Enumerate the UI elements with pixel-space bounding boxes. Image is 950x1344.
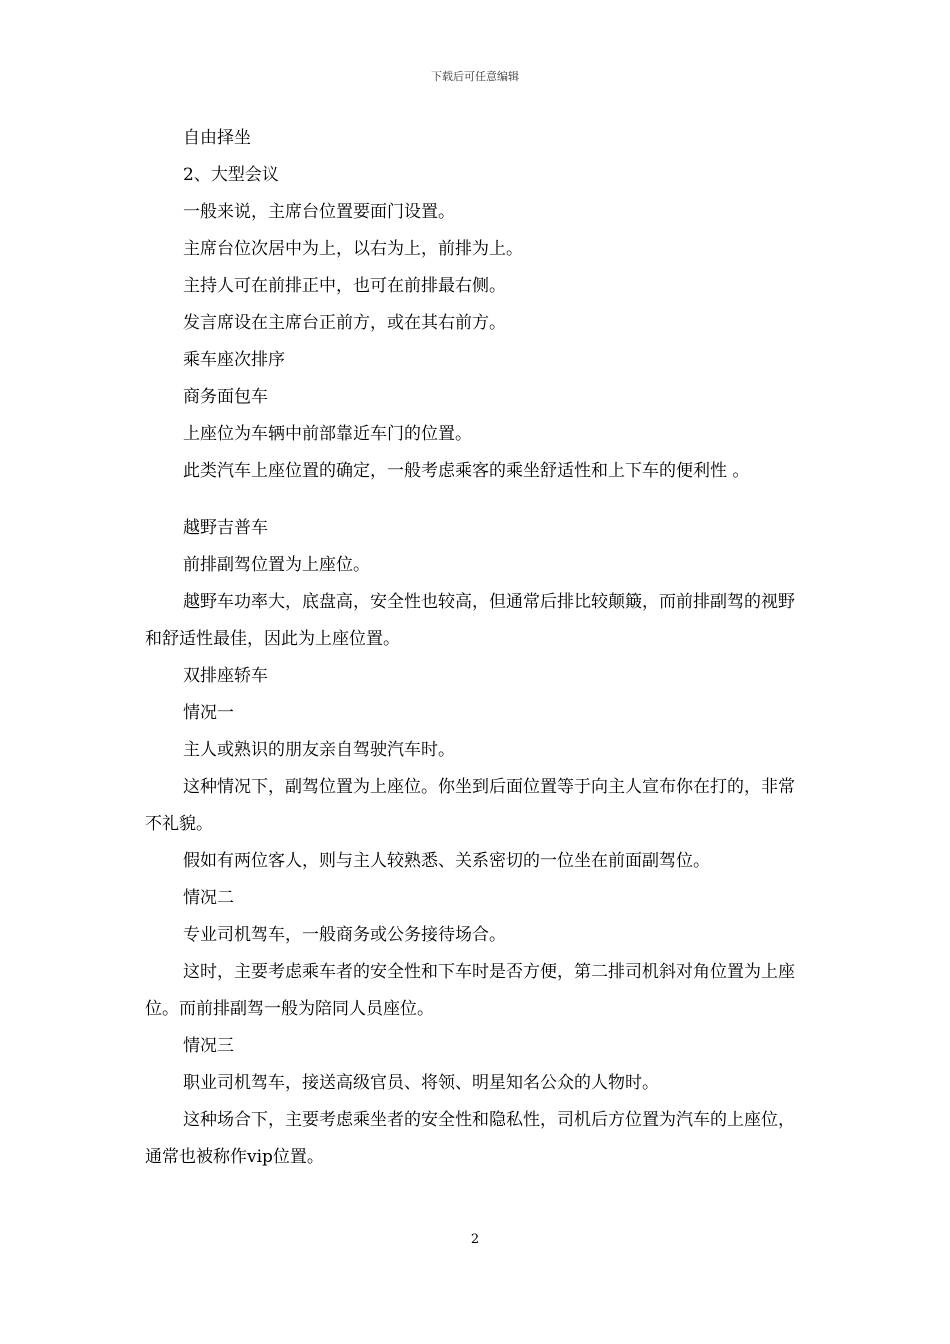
page-header: 下载后可任意编辑 [431, 70, 519, 83]
paragraph: 此类汽车上座位置的确定，一般考虑乘客的乘坐舒适性和上下车的便利性 。 [183, 461, 750, 481]
subsection-heading: 越野吉普车 [183, 518, 268, 538]
paragraph: 这时，主要考虑乘车者的安全性和下车时是否方便，第二排司机斜对角位置为上座位。而前排副驾一般为陪同人员座位。 [145, 962, 795, 1019]
subsection-heading: 双排座轿车 [183, 666, 268, 686]
blank-line [145, 490, 810, 510]
paragraph: 上座位为车辆中前部靠近车门的位置。 [183, 424, 472, 444]
paragraph: 这种场合下，主要考虑乘坐者的安全性和隐私性，司机后方位置为汽车的上座位，通常也被称作vip位置。 [145, 1110, 795, 1167]
case-heading: 情况二 [183, 888, 234, 908]
subsection-heading: 商务面包车 [183, 387, 268, 407]
paragraph: 2、大型会议 [183, 165, 279, 185]
case-heading: 情况一 [183, 703, 234, 723]
paragraph: 自由择坐 [183, 128, 251, 148]
paragraph: 一般来说，主席台位置要面门设置。 [183, 202, 455, 222]
paragraph: 主席台位次居中为上，以右为上，前排为上。 [183, 239, 523, 259]
paragraph: 假如有两位客人，则与主人较熟悉、关系密切的一位坐在前面副驾位。 [183, 851, 710, 871]
paragraph: 前排副驾位置为上座位。 [183, 555, 370, 575]
section-heading: 乘车座次排序 [183, 350, 285, 370]
paragraph: 发言席设在主席台正前方，或在其右前方。 [183, 313, 506, 333]
paragraph: 越野车功率大，底盘高，安全性也较高，但通常后排比较颠簸，而前排副驾的视野和舒适性最佳，因此为上座位置。 [145, 592, 795, 649]
paragraph: 主人或熟识的朋友亲自驾驶汽车时。 [183, 740, 455, 760]
case-heading: 情况三 [183, 1036, 234, 1056]
page-number: 2 [470, 1232, 480, 1247]
document-body [145, 120, 810, 1176]
paragraph: 专业司机驾车，一般商务或公务接待场合。 [183, 925, 506, 945]
paragraph: 这种情况下，副驾位置为上座位。你坐到后面位置等于向主人宣布你在打的，非常不礼貌。 [145, 777, 795, 834]
paragraph: 职业司机驾车，接送高级官员、将领、明星知名公众的人物时。 [183, 1073, 659, 1093]
paragraph: 主持人可在前排正中，也可在前排最右侧。 [183, 276, 506, 296]
